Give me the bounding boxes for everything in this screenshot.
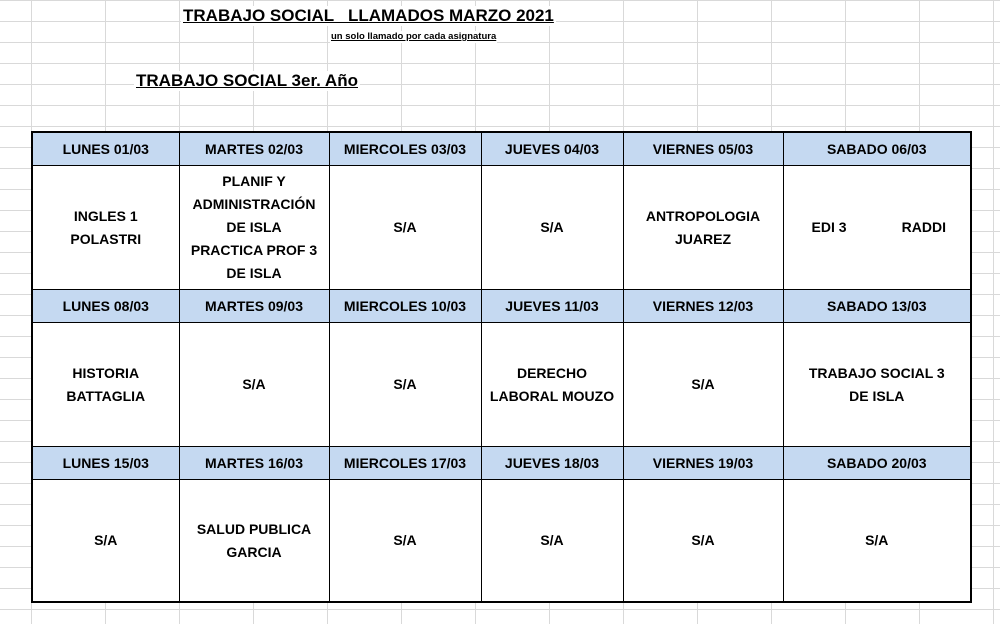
subject-cell bbox=[179, 480, 329, 603]
subject-line: S/A bbox=[393, 376, 417, 392]
day-header: MARTES 09/03 bbox=[179, 290, 329, 323]
day-header: MARTES 02/03 bbox=[179, 132, 329, 166]
subject-line: ANTROPOLOGIA bbox=[645, 207, 761, 224]
page-title: TRABAJO SOCIAL LLAMADOS MARZO 2021 bbox=[183, 6, 554, 25]
subject-line: S/A bbox=[540, 532, 564, 548]
subject-cell bbox=[32, 166, 179, 290]
day-header: LUNES 01/03 bbox=[32, 132, 179, 166]
subject-line: S/A bbox=[865, 532, 889, 548]
subject-cell bbox=[623, 323, 783, 447]
subject-cell bbox=[179, 323, 329, 447]
subject-line: JUAREZ bbox=[674, 230, 731, 247]
day-header: VIERNES 12/03 bbox=[623, 290, 783, 323]
subject-line: GARCIA bbox=[226, 543, 282, 560]
day-header: VIERNES 19/03 bbox=[623, 447, 783, 480]
subject-line: INGLES 1 bbox=[73, 207, 138, 224]
subject-line: DERECHO bbox=[516, 364, 587, 381]
subject-cell bbox=[623, 166, 783, 290]
subject-cell bbox=[481, 323, 623, 447]
week-1-subjects-row bbox=[32, 166, 971, 290]
week-3-subjects-row bbox=[32, 480, 971, 603]
subject-line: S/A bbox=[94, 532, 118, 548]
subject-line: HISTORIA bbox=[72, 364, 140, 381]
subject-line: POLASTRI bbox=[70, 230, 142, 247]
week-1-day-header-row bbox=[32, 132, 971, 166]
subject-line: S/A bbox=[242, 376, 266, 392]
subject-line: ADMINISTRACIÓN bbox=[192, 196, 316, 212]
subject-cell bbox=[623, 480, 783, 603]
day-header: LUNES 08/03 bbox=[32, 290, 179, 323]
day-header: JUEVES 18/03 bbox=[481, 447, 623, 480]
day-header: MIERCOLES 03/03 bbox=[329, 132, 481, 166]
day-header: SABADO 06/03 bbox=[783, 132, 971, 166]
subject-cell bbox=[481, 166, 623, 290]
subject-line: S/A bbox=[691, 376, 715, 392]
subject-cell bbox=[783, 480, 971, 603]
exam-schedule-table bbox=[31, 131, 972, 603]
subject-line: BATTAGLIA bbox=[66, 387, 146, 404]
day-header: JUEVES 04/03 bbox=[481, 132, 623, 166]
year-heading: TRABAJO SOCIAL 3er. Año bbox=[136, 71, 358, 90]
subject-cell bbox=[783, 166, 971, 290]
subject-line: SALUD PUBLICA bbox=[196, 520, 312, 537]
subject-cell bbox=[481, 480, 623, 603]
day-header: JUEVES 11/03 bbox=[481, 290, 623, 323]
subject-cell bbox=[329, 480, 481, 603]
day-header: LUNES 15/03 bbox=[32, 447, 179, 480]
day-header: MIERCOLES 10/03 bbox=[329, 290, 481, 323]
subject-line: S/A bbox=[393, 219, 417, 235]
page-subtitle: un solo llamado por cada asignatura bbox=[331, 31, 497, 42]
day-header: SABADO 13/03 bbox=[783, 290, 971, 323]
day-header: MARTES 16/03 bbox=[179, 447, 329, 480]
subject-cell bbox=[329, 166, 481, 290]
subject-line: PLANIF Y bbox=[222, 173, 286, 189]
week-2-subjects-row bbox=[32, 323, 971, 447]
subject-line: RADDI bbox=[901, 219, 946, 235]
subject-line: DE ISLA bbox=[226, 265, 282, 281]
day-header: VIERNES 05/03 bbox=[623, 132, 783, 166]
subject-line: S/A bbox=[393, 532, 417, 548]
subject-line: EDI 3 bbox=[811, 219, 847, 235]
week-2-day-header-row bbox=[32, 290, 971, 323]
subject-cell bbox=[32, 480, 179, 603]
subject-cell bbox=[32, 323, 179, 447]
subject-line-split bbox=[788, 216, 967, 239]
subject-line: DE ISLA bbox=[849, 387, 905, 404]
subject-line: S/A bbox=[691, 532, 715, 548]
subject-line: PRACTICA PROF 3 bbox=[190, 242, 318, 258]
subject-line: S/A bbox=[540, 219, 564, 235]
subject-line: LABORAL MOUZO bbox=[489, 387, 615, 404]
subject-cell bbox=[783, 323, 971, 447]
day-header: MIERCOLES 17/03 bbox=[329, 447, 481, 480]
subject-cell bbox=[179, 166, 329, 290]
day-header: SABADO 20/03 bbox=[783, 447, 971, 480]
subject-line: TRABAJO SOCIAL 3 bbox=[808, 364, 945, 381]
week-3-day-header-row bbox=[32, 447, 971, 480]
subject-line: DE ISLA bbox=[226, 219, 282, 235]
subject-cell bbox=[329, 323, 481, 447]
